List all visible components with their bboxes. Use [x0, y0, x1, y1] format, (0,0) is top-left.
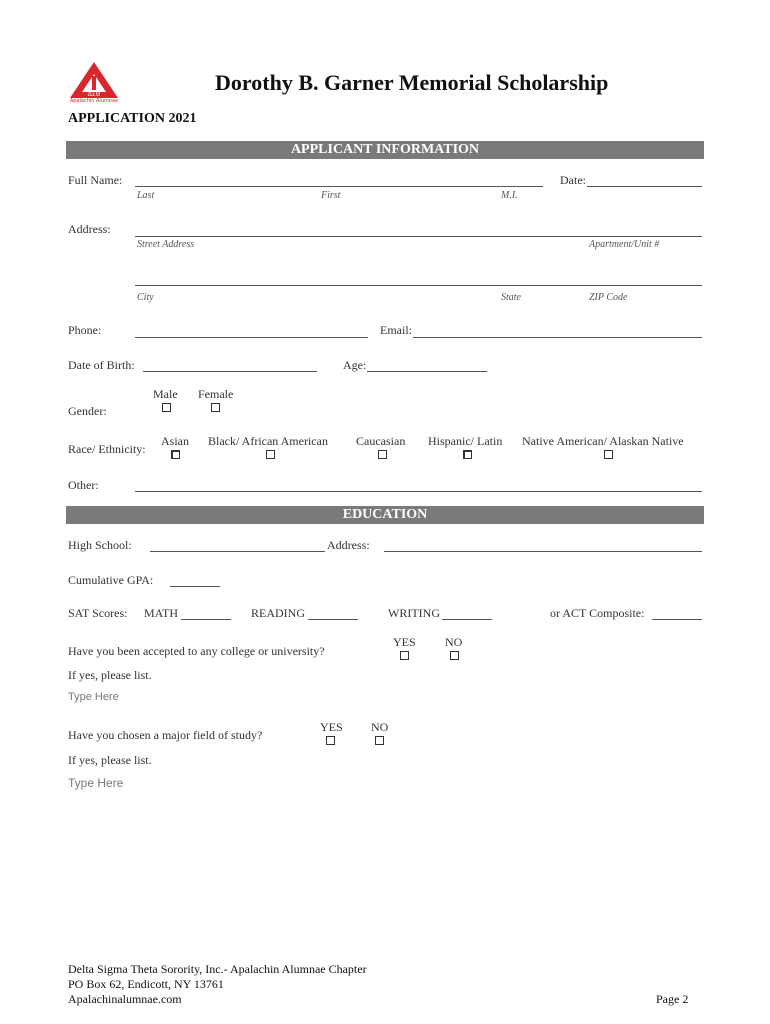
- sat-reading-label: READING: [251, 606, 305, 620]
- date-field[interactable]: [587, 186, 702, 187]
- sat-math-field[interactable]: [181, 619, 231, 620]
- footer-org: Delta Sigma Theta Sorority, Inc.- Apalachin Alumnae Chapter: [68, 962, 367, 976]
- major-yes-label: YES: [320, 720, 343, 734]
- full-name-label: Full Name:: [68, 173, 123, 187]
- footer-po-box: PO Box 62, Endicott, NY 13761: [68, 977, 224, 991]
- middle-initial-caption: M.I.: [501, 190, 518, 201]
- school-address-field[interactable]: [384, 551, 702, 552]
- caucasian-label: Caucasian: [356, 434, 406, 448]
- sat-reading-field[interactable]: [308, 619, 358, 620]
- email-field[interactable]: [413, 337, 702, 338]
- street-address-caption: Street Address: [137, 239, 195, 250]
- date-label: Date:: [560, 173, 586, 187]
- gpa-label: Cumulative GPA:: [68, 573, 154, 587]
- college-list-prompt: If yes, please list.: [68, 668, 152, 682]
- major-no-label: NO: [371, 720, 389, 734]
- female-label: Female: [198, 387, 234, 401]
- apartment-caption: Apartment/Unit #: [589, 239, 660, 250]
- male-label: Male: [153, 387, 178, 401]
- hispanic-label: Hispanic/ Latin: [428, 434, 503, 448]
- asian-label: Asian: [161, 434, 189, 448]
- act-field[interactable]: [652, 619, 702, 620]
- zip-caption: ZIP Code: [589, 292, 628, 303]
- native-label: Native American/ Alaskan Native: [522, 434, 684, 448]
- sat-math-label: MATH: [144, 606, 179, 620]
- gender-label: Gender:: [68, 404, 107, 418]
- gpa-field[interactable]: [170, 586, 220, 587]
- act-label: or ACT Composite:: [550, 606, 645, 620]
- svg-text:ΔΣΘ: ΔΣΘ: [87, 91, 101, 98]
- college-list-input[interactable]: Type Here: [68, 691, 119, 703]
- application-year: APPLICATION 2021: [68, 111, 197, 126]
- chapter-logo: [66, 60, 122, 108]
- black-label: Black/ African American: [208, 434, 328, 448]
- age-field[interactable]: [367, 371, 487, 372]
- dob-field[interactable]: [143, 371, 317, 372]
- city-caption: City: [137, 292, 154, 303]
- last-name-caption: Last: [137, 190, 155, 201]
- address-label: Address:: [68, 222, 111, 236]
- state-caption: State: [501, 292, 521, 303]
- full-name-field[interactable]: [135, 186, 543, 187]
- asian-checkbox[interactable]: [171, 450, 180, 459]
- female-checkbox[interactable]: [211, 403, 220, 412]
- major-no-checkbox[interactable]: [375, 736, 384, 745]
- sat-writing-field[interactable]: [442, 619, 492, 620]
- college-yes-checkbox[interactable]: [400, 651, 409, 660]
- sat-writing-label: WRITING: [388, 606, 440, 620]
- dob-label: Date of Birth:: [68, 358, 135, 372]
- male-checkbox[interactable]: [162, 403, 171, 412]
- major-question: Have you chosen a major field of study?: [68, 728, 263, 742]
- age-label: Age:: [343, 358, 367, 372]
- college-yes-label: YES: [393, 635, 416, 649]
- college-no-label: NO: [445, 635, 463, 649]
- high-school-field[interactable]: [150, 551, 325, 552]
- footer-address: [68, 962, 367, 1007]
- major-yes-checkbox[interactable]: [326, 736, 335, 745]
- caucasian-checkbox[interactable]: [378, 450, 387, 459]
- page-number: Page 2: [656, 992, 689, 1006]
- page-title: Dorothy B. Garner Memorial Scholarship: [215, 70, 609, 95]
- race-label: Race/ Ethnicity:: [68, 442, 146, 456]
- street-address-field[interactable]: [135, 236, 702, 237]
- footer-website: Apalachinalumnae.com: [68, 992, 182, 1006]
- phone-field[interactable]: [135, 337, 368, 338]
- phone-label: Phone:: [68, 323, 102, 337]
- black-checkbox[interactable]: [266, 450, 275, 459]
- major-list-prompt: If yes, please list.: [68, 753, 152, 767]
- hispanic-checkbox[interactable]: [463, 450, 472, 459]
- city-state-zip-field[interactable]: [135, 285, 702, 286]
- applicant-info-header: APPLICANT INFORMATION: [66, 141, 704, 159]
- education-header: EDUCATION: [66, 506, 704, 524]
- logo-text: Apalachin Alumnae: [69, 98, 119, 104]
- high-school-label: High School:: [68, 538, 132, 552]
- sat-label: SAT Scores:: [68, 606, 128, 620]
- first-name-caption: First: [321, 190, 341, 201]
- major-list-input[interactable]: Type Here: [68, 776, 124, 790]
- other-field[interactable]: [135, 491, 702, 492]
- school-address-label: Address:: [327, 538, 370, 552]
- email-label: Email:: [380, 323, 412, 337]
- college-no-checkbox[interactable]: [450, 651, 459, 660]
- native-checkbox[interactable]: [604, 450, 613, 459]
- college-question: Have you been accepted to any college or university?: [68, 644, 325, 658]
- other-label: Other:: [68, 478, 99, 492]
